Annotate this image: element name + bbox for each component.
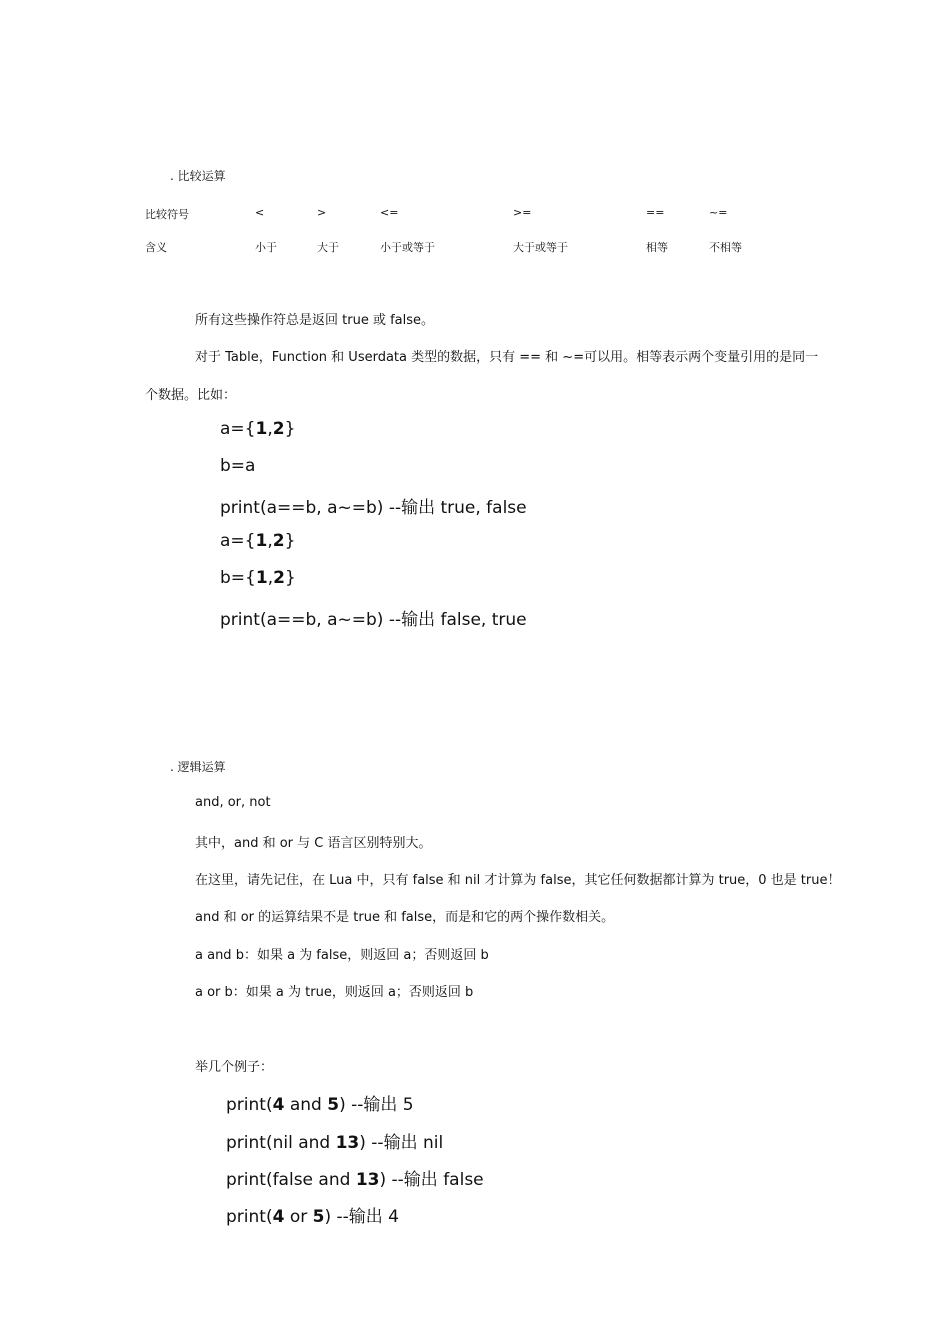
code-line: a={1,2}	[220, 531, 296, 551]
paragraph: 个数据。比如：	[145, 388, 237, 403]
code-line: print(nil and 13) --输出 nil	[226, 1133, 444, 1153]
section-heading-comparison: . 比较运算	[170, 169, 226, 183]
code-line: b=a	[220, 456, 256, 476]
examples-label: 举几个例子：	[195, 1060, 274, 1075]
code-line: print(false and 13) --输出 false	[226, 1170, 484, 1190]
table-cell-meaning: 小于或等于	[380, 241, 435, 254]
paragraph: and 和 or 的运算结果不是 true 和 false，而是和它的两个操作数相关。	[195, 910, 615, 925]
paragraph: a or b：如果 a 为 true，则返回 a；否则返回 b	[195, 985, 474, 1000]
paragraph: 对于 Table，Function 和 Userdata 类型的数据，只有 == 和 ~=可以用。相等表示两个变量引用的是同一	[195, 350, 819, 365]
code-line: print(4 and 5) --输出 5	[226, 1095, 414, 1115]
paragraph: a and b：如果 a 为 false，则返回 a；否则返回 b	[195, 948, 489, 963]
code-line: print(4 or 5) --输出 4	[226, 1207, 399, 1227]
table-cell-symbol: ==	[646, 206, 665, 219]
code-line: print(a==b, a~=b) --输出 false, true	[220, 610, 527, 630]
table-cell-meaning: 不相等	[709, 241, 742, 254]
code-line: b={1,2}	[220, 568, 296, 588]
table-cell-meaning: 小于	[255, 241, 277, 254]
table-cell-symbol: >	[317, 206, 327, 219]
paragraph: and, or, not	[195, 795, 271, 810]
table-cell-meaning: 相等	[646, 241, 668, 254]
table-cell-symbol: <	[255, 206, 265, 219]
table-cell-meaning: 大于或等于	[513, 241, 568, 254]
table-cell-symbol: ~=	[709, 206, 728, 219]
table-cell-symbol: <=	[380, 206, 399, 219]
table-cell-meaning: 大于	[317, 241, 339, 254]
table-header-symbols: 比较符号	[145, 208, 189, 221]
table-cell-symbol: >=	[513, 206, 532, 219]
paragraph: 其中，and 和 or 与 C 语言区别特别大。	[195, 836, 432, 851]
paragraph: 所有这些操作符总是返回 true 或 false。	[195, 313, 435, 328]
code-line: a={1,2}	[220, 419, 296, 439]
section-heading-logic: . 逻辑运算	[170, 760, 226, 774]
table-header-meanings: 含义	[145, 241, 167, 254]
paragraph: 在这里，请先记住，在 Lua 中，只有 false 和 nil 才计算为 false，其它任何数据都计算为 true，0 也是 true！	[195, 873, 841, 888]
code-line: print(a==b, a~=b) --输出 true, false	[220, 498, 527, 518]
